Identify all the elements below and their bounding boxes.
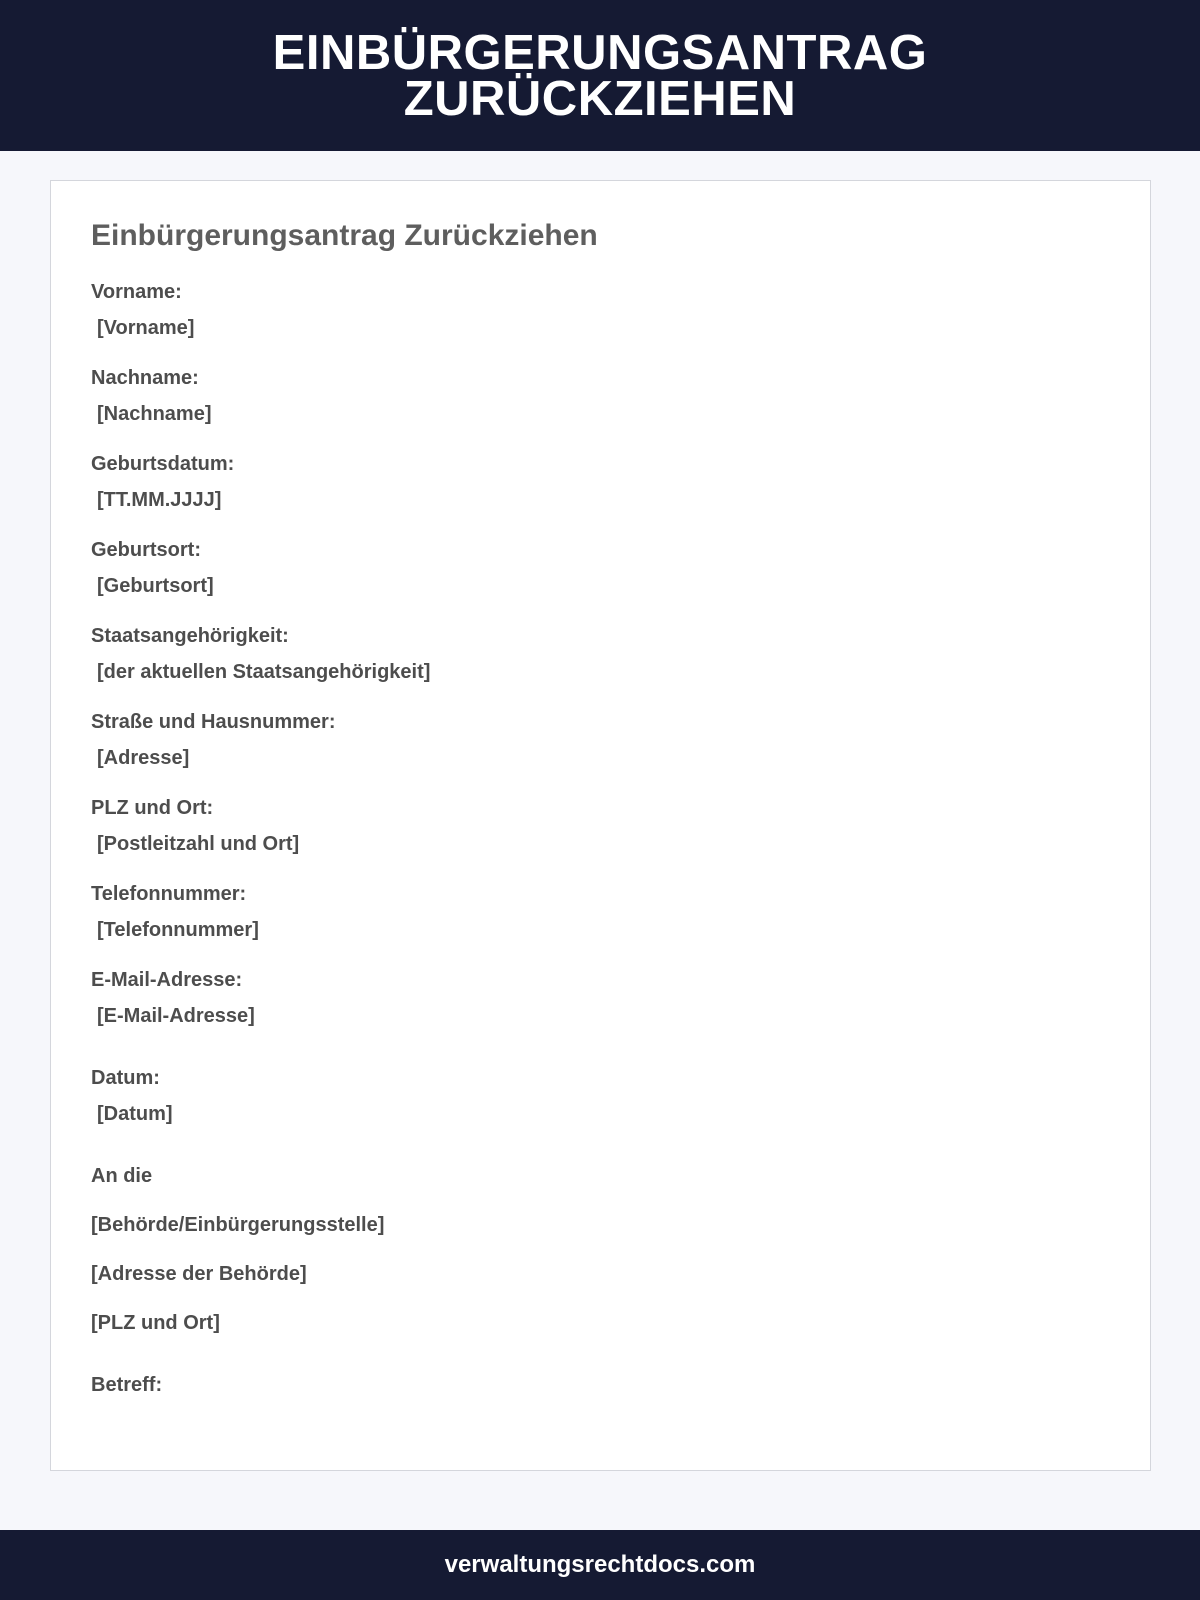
field-value-nachname: [Nachname] [97, 403, 212, 425]
field-label-email: E-Mail-Adresse: [91, 969, 243, 991]
field-value-staatsangehoerigkeit: [der aktuellen Staatsangehörigkeit] [97, 661, 431, 683]
field-value-geburtsdatum: [TT.MM.JJJJ] [97, 489, 222, 511]
page-footer [0, 1530, 1200, 1600]
field-label-telefon: Telefonnummer: [91, 883, 247, 905]
field-label-datum: Datum: [91, 1067, 160, 1089]
recipient-authority: [Behörde/Einbürgerungsstelle] [91, 1214, 385, 1236]
field-value-vorname: [Vorname] [97, 317, 195, 339]
field-label-staatsangehoerigkeit: Staatsangehörigkeit: [91, 625, 289, 647]
page-banner [0, 0, 1200, 151]
recipient-address: [Adresse der Behörde] [91, 1263, 307, 1285]
field-value-email: [E-Mail-Adresse] [97, 1005, 255, 1027]
field-value-datum: [Datum] [97, 1103, 173, 1125]
field-value-geburtsort: [Geburtsort] [97, 575, 214, 597]
banner-title: EINBÜRGERUNGSANTRAG ZURÜCKZIEHEN [272, 25, 928, 126]
field-label-plz-ort: PLZ und Ort: [91, 797, 214, 819]
recipient-intro: An die [91, 1165, 153, 1187]
field-value-plz-ort: [Postleitzahl und Ort] [97, 833, 300, 855]
recipient-city: [PLZ und Ort] [91, 1312, 220, 1334]
field-label-nachname: Nachname: [91, 367, 199, 389]
form-heading: Einbürgerungsantrag Zurückziehen [91, 219, 598, 252]
field-label-geburtsdatum: Geburtsdatum: [91, 453, 235, 475]
form-card [50, 180, 1151, 1471]
footer-site-link[interactable]: verwaltungsrechtdocs.com [444, 1551, 756, 1578]
subject-label: Betreff: [91, 1374, 163, 1396]
field-value-telefon: [Telefonnummer] [97, 919, 259, 941]
field-label-strasse: Straße und Hausnummer: [91, 711, 336, 733]
field-label-vorname: Vorname: [91, 281, 182, 303]
field-label-geburtsort: Geburtsort: [91, 539, 201, 561]
field-value-strasse: [Adresse] [97, 747, 190, 769]
